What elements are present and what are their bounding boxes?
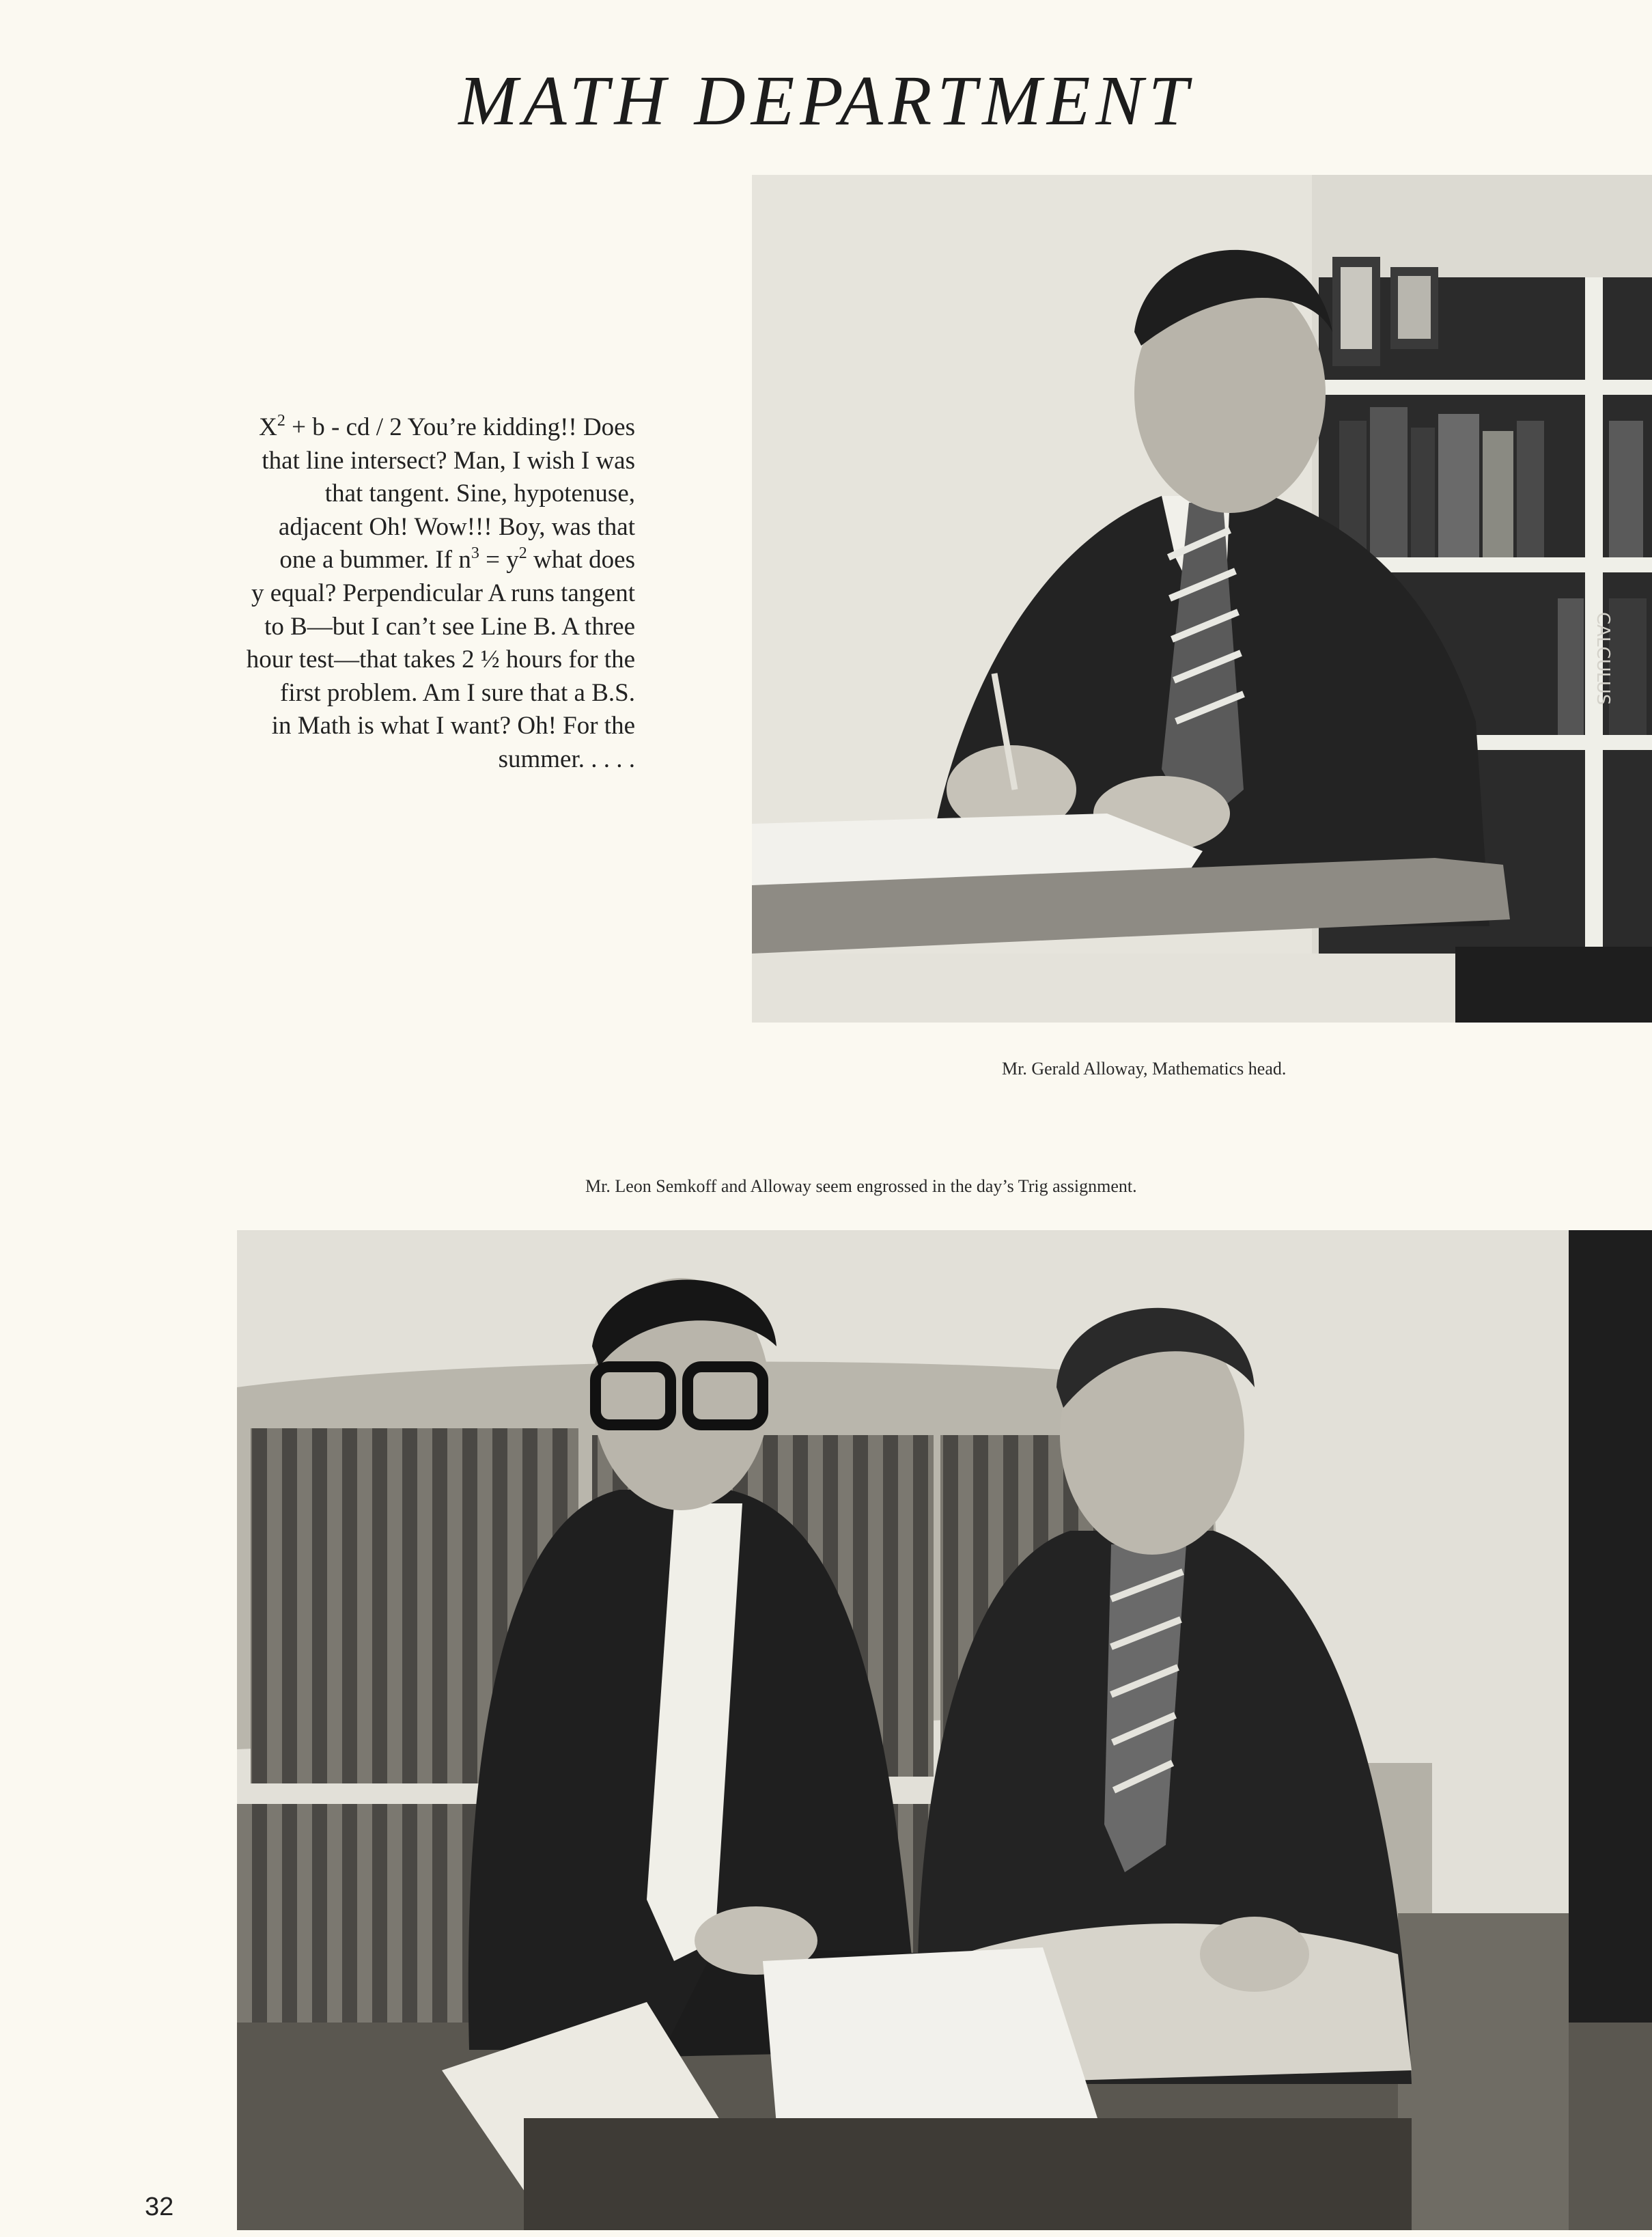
intro-line: hour test—that takes 2 ½ hours for the [246,645,635,674]
page-title: MATH DEPARTMENT [458,61,1194,140]
intro-line: adjacent Oh! Wow!!! Boy, was that [278,512,635,541]
caption-bottom-photo: Mr. Leon Semkoff and Alloway seem engrossed in the day’s Trig assignment. [585,1176,1137,1196]
intro-line: that line intersect? Man, I wish I was [262,446,635,475]
photo-semkoff-and-alloway [237,1230,1652,2230]
intro-line: that tangent. Sine, hypotenuse, [324,480,635,508]
intro-line: y equal? Perpendicular A runs tangent [251,579,635,607]
intro-line: one a bummer. If $n^3 = y^2$ what does [279,544,635,574]
book-spine-text: CALCULUS [1593,612,1613,706]
intro-line: summer. . . . . [498,745,635,773]
intro-paragraph [164,411,635,777]
intro-line: $X^2 + b$ - cd / 2 You’re kidding!! Does [259,412,635,441]
photo-gerald-alloway [752,175,1652,1023]
intro-line: in Math is what I want? Oh! For the [271,712,635,740]
caption-top-photo: Mr. Gerald Alloway, Mathematics head. [1002,1059,1287,1079]
intro-line: to B—but I can’t see Line B. A three [264,612,635,641]
intro-line: first problem. Am I sure that a B.S. [280,678,635,707]
page-number: 32 [145,2193,174,2221]
